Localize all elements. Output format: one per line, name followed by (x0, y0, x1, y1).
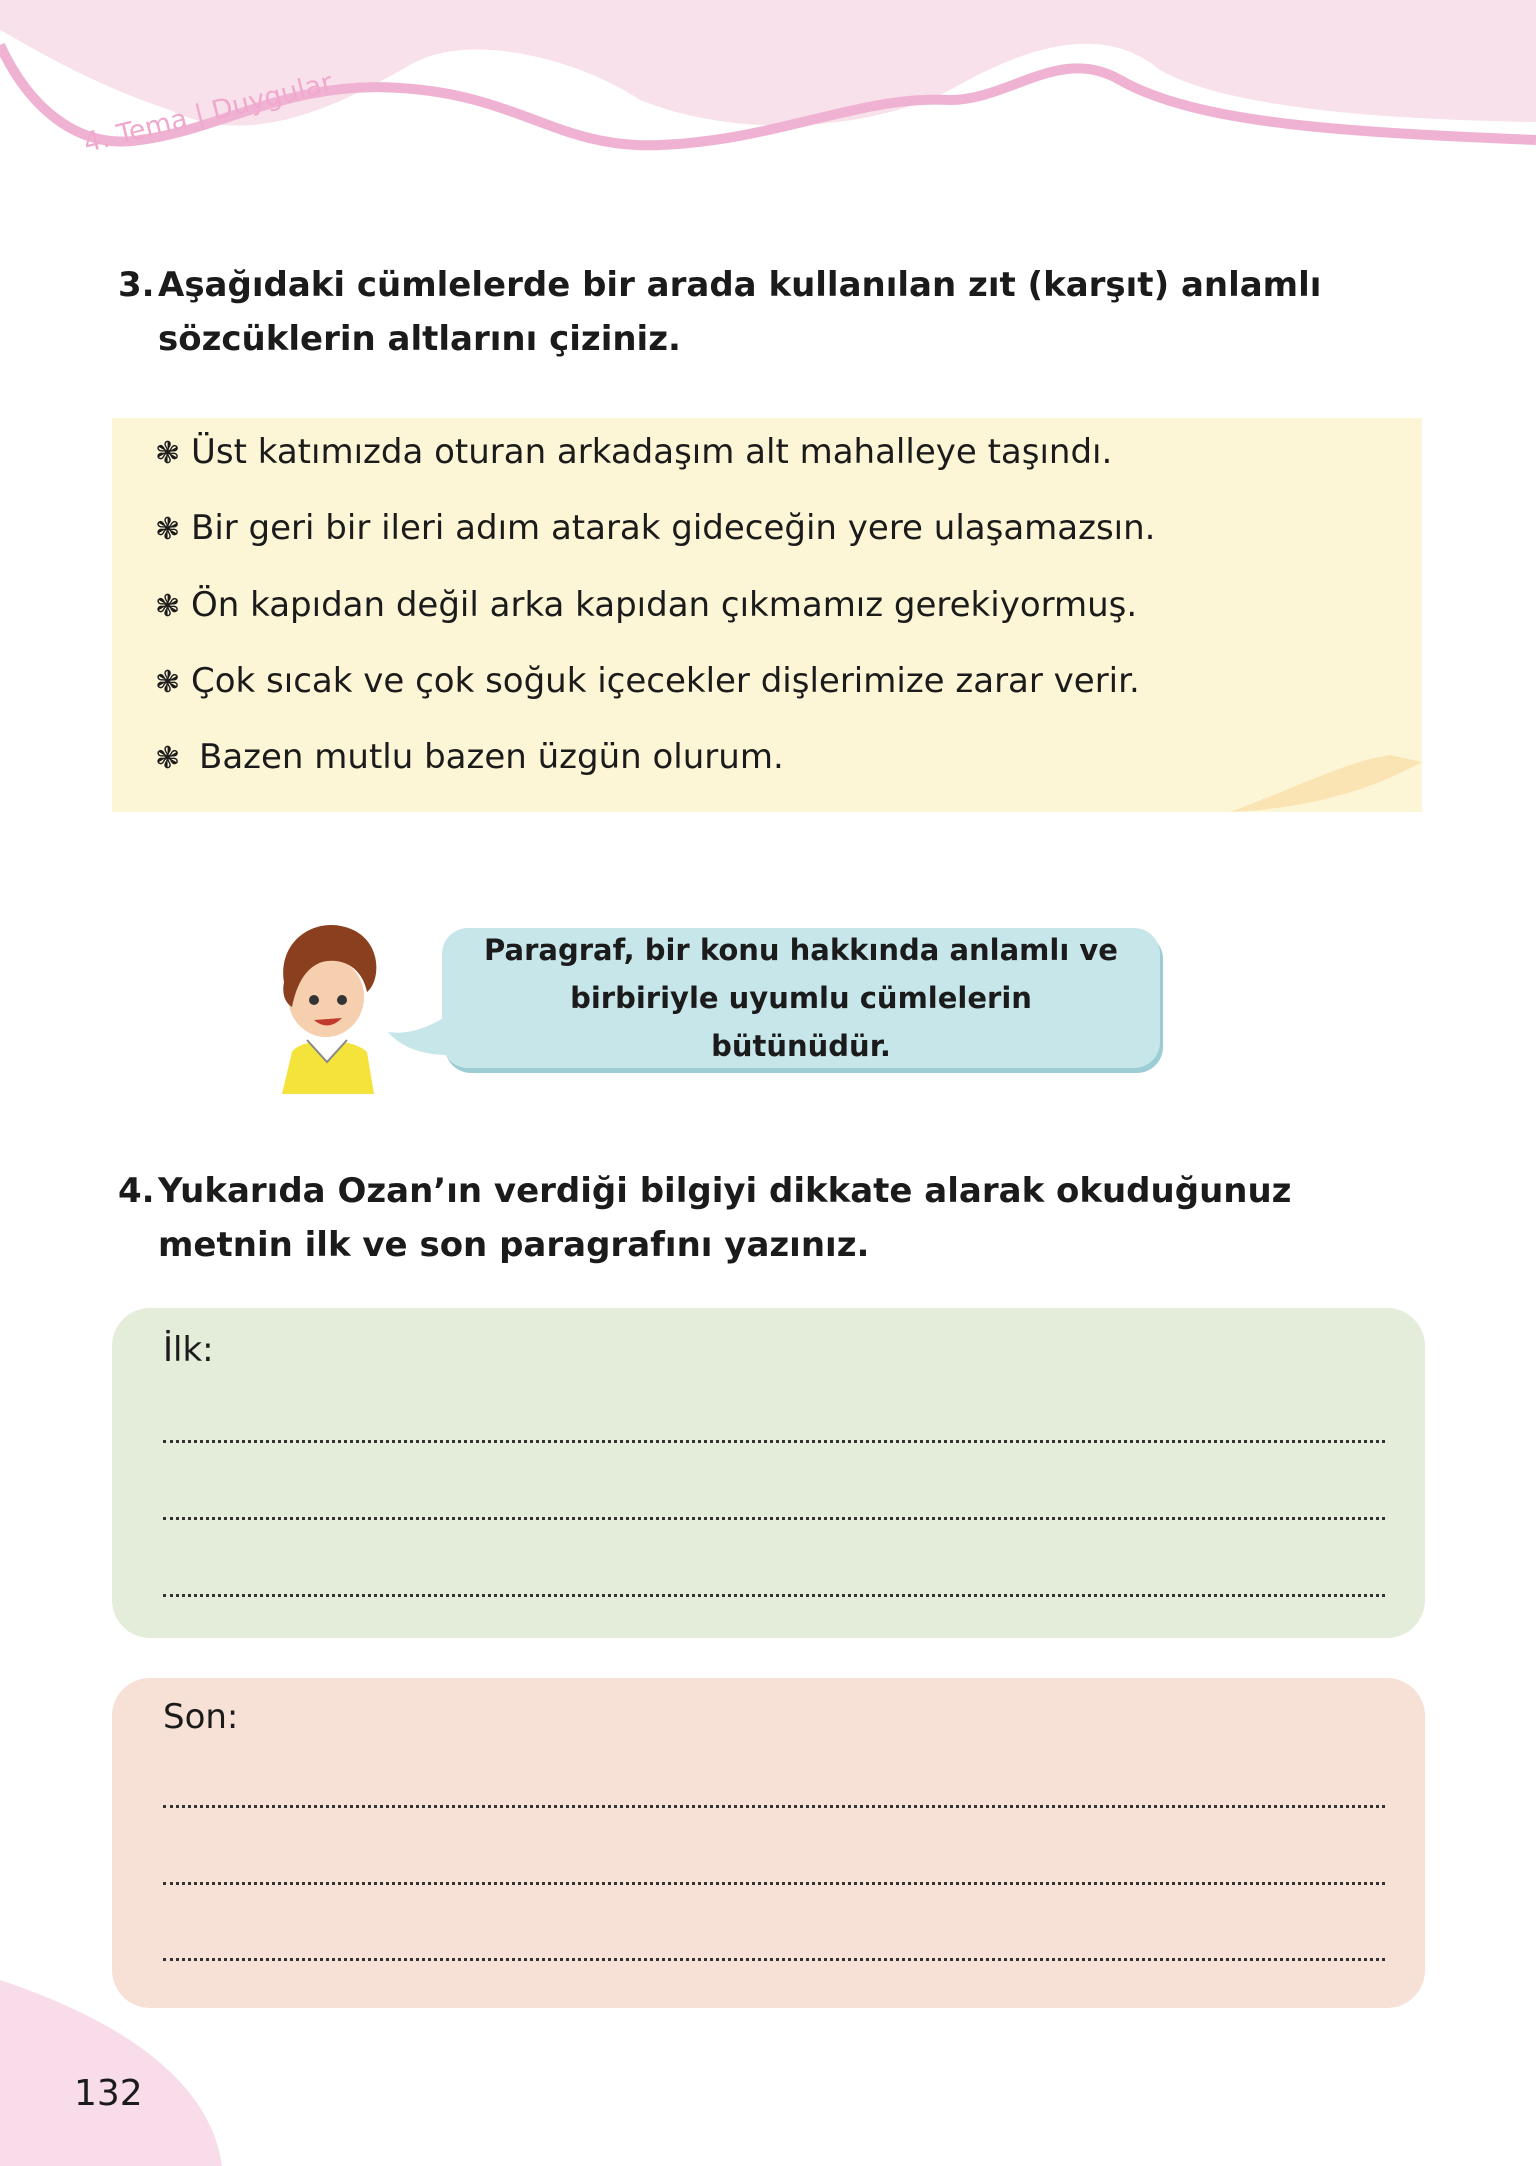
sentence-item: ❃ Çok sıcak ve çok soğuk içecekler dişlerimize zarar verir. (155, 661, 1140, 701)
answer-line[interactable] (163, 1440, 1385, 1443)
answer-line[interactable] (163, 1958, 1385, 1961)
answer-line[interactable] (163, 1805, 1385, 1808)
answer-line[interactable] (163, 1594, 1385, 1597)
answer-line[interactable] (163, 1882, 1385, 1885)
flower-bullet-icon: ❃ (155, 741, 181, 776)
question-text: Aşağıdaki cümlelerde bir arada kullanılan zıt (karşıt) anlamlı sözcüklerin altlarını çiziniz. (158, 265, 1322, 359)
question-text: Yukarıda Ozan’ın verdiği bilgiyi dikkate alarak okuduğunuz metnin ilk ve son paragrafını yazınız. (158, 1171, 1292, 1265)
sentence-item: ❃ Üst katımızda oturan arkadaşım alt mahalleye taşındı. (155, 432, 1113, 472)
last-label: Son: (163, 1697, 239, 1737)
sentence-item: ❃ Ön kapıdan değil arka kapıdan çıkmamız gerekiyormuş. (155, 585, 1138, 625)
answer-line[interactable] (163, 1517, 1385, 1520)
sentence-item: ❃ Bir geri bir ileri adım atarak gideceğin yere ulaşamazsın. (155, 508, 1156, 548)
flower-bullet-icon: ❃ (155, 589, 181, 624)
flower-bullet-icon: ❃ (155, 436, 181, 471)
flower-bullet-icon: ❃ (155, 512, 181, 547)
speech-bubble: Paragraf, bir konu hakkında anlamlı ve birbiriyle uyumlu cümlelerin bütünüdür. (442, 928, 1160, 1068)
sentence-item: ❃ Bazen mutlu bazen üzgün olurum. (155, 737, 784, 777)
theme-label: 4. Tema | Duygular (80, 67, 336, 159)
first-label: İlk: (163, 1330, 214, 1370)
question-4 (118, 1164, 1438, 1272)
flower-bullet-icon: ❃ (155, 665, 181, 700)
question-number: 3. (118, 265, 155, 305)
header-wave (0, 0, 1536, 160)
question-3 (118, 258, 1438, 366)
question-number: 4. (118, 1171, 155, 1211)
boy-character-illustration (262, 912, 392, 1094)
page-curl-decoration (1230, 750, 1425, 815)
first-paragraph-box (112, 1308, 1425, 1638)
page-number: 132 (74, 2073, 143, 2114)
